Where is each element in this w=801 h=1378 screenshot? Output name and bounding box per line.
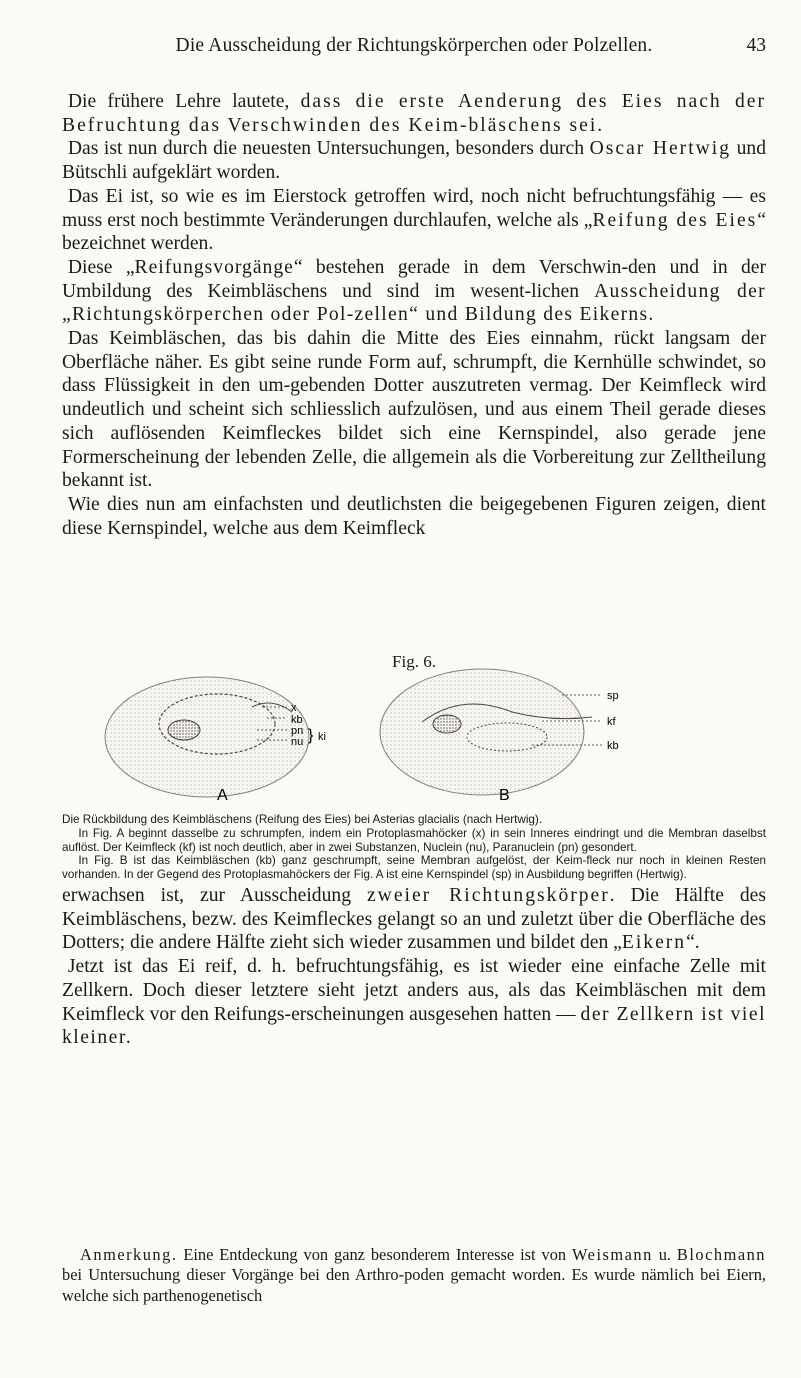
figure-6 [62, 652, 766, 802]
footnote-remark [62, 1245, 766, 1306]
text-span: “ bestehen gerade in dem Verschwin-den und in der Umbildung des Keimbläschens und sind im wesent-lichen [62, 256, 766, 302]
page-number: 43 [746, 35, 766, 56]
figure-illustration [62, 652, 766, 802]
label-nu: nu [291, 736, 304, 748]
egg-b-drawing [380, 669, 602, 795]
text-span: “. [686, 932, 700, 954]
caption-line: In Fig. A beginnt dasselbe zu schrumpfen, indem ein Protoplasmahöcker (x) in sein Inneres eindringt und die Membran daselbst auflöst. Der Keimfleck (kf) ist noch deutlich, aber in zwei Substanzen, Nuclein (nu), Paranuclein (pn) gesondert. [62, 826, 766, 854]
paragraph [62, 137, 766, 184]
text-span: . Die Hälfte des Keimbläschens, bezw. des Keimfleckes gelangt so an und zuletzt über die Oberfläche des Dotters; die andere Hälfte zieht sich wieder zusammen und bildet den „ [62, 885, 766, 954]
text-span: u. [652, 1245, 677, 1264]
label-ki: ki [318, 731, 326, 743]
body-text-upper [62, 90, 766, 540]
caption-line: Die Rückbildung des Keimbläschens (Reifung des Eies) bei Asterias glacialis (nach Hertwig). [62, 813, 543, 826]
spaced-emphasis: der Zellkern ist viel kleiner. [62, 1003, 767, 1049]
spaced-emphasis: Reifung des Eies [592, 209, 758, 231]
brace: } [308, 727, 314, 744]
page-header [62, 35, 766, 65]
paragraph [62, 185, 766, 256]
text-span: Die frühere Lehre lautete, [67, 91, 301, 112]
spaced-emphasis: Blochmann [676, 1245, 766, 1264]
text-span: Jetzt ist das Ei reif, d. h. befruchtungsfähig, es ist wieder eine einfache Zelle mit Zellkern. Doch dieser letztere sieht jetzt anders aus, als das Keimbläschen mit dem Keimfleck vor den Reifungs-erscheinungen ausgesehen hatten — [62, 956, 766, 1025]
spaced-emphasis: dass die erste Aenderung des Eies nach der Befruchtung das Verschwinden des Keim-bläschens sei. [62, 91, 766, 136]
figure-number: Fig. 6. [392, 652, 436, 671]
egg-a-drawing [105, 677, 309, 797]
text-span: Diese „ [67, 256, 135, 278]
text-span: Das ist nun durch die neuesten Untersuchungen, besonders durch [67, 138, 590, 160]
label-pn: pn [291, 725, 304, 737]
paragraph [62, 884, 766, 955]
spaced-emphasis: zweier Richtungskörper [366, 885, 610, 906]
spaced-emphasis: Weismann [572, 1245, 653, 1264]
spaced-emphasis: Oscar Hertwig [589, 138, 732, 160]
running-title: Die Ausscheidung der Richtungskörperchen oder Polzellen. [175, 35, 653, 56]
paragraph [62, 90, 766, 137]
label-kb-a: kb [291, 714, 303, 726]
text-span: Das Ei ist, so wie es im Eierstock getroffen wird, noch nicht befruchtungsfähig — es muss erst noch bestimmte Veränderungen durchlaufen, welche als „ [62, 185, 766, 231]
text-span: bei Untersuchung dieser Vorgänge bei den Arthro-poden gemacht worden. Es wurde nämlich bei Eiern, welche sich parthenogenetisch [62, 1265, 766, 1305]
paragraph: Wie dies nun am einfachsten und deutlichsten die beigegebenen Figuren zeigen, dient diese Kernspindel, welche aus dem Keimfleck [62, 493, 766, 539]
spaced-emphasis: Reifungsvorgänge [134, 256, 294, 278]
text-span: erwachsen ist, zur Ausscheidung [62, 885, 367, 906]
remark-paragraph [62, 1245, 766, 1306]
caption-line: In Fig. B ist das Keimbläschen (kb) ganz geschrumpft, seine Membran aufgelöst, der Keim-fleck nur noch in kleinen Resten vorhanden. In der Gegend des Protoplasmahöckers der Fig. A ist eine Kernspindel (sp) in Ausbildung begriffen (Hertwig). [62, 854, 766, 882]
paragraph: Das Keimbläschen, das bis dahin die Mitte des Eies einnahm, rückt langsam der Oberfläche näher. Es gibt seine runde Form auf, schrumpft, die Kernhülle schwindet, so dass Flüssigkeit in den um-gebenden Dotter auszutreten vermag. Der Keimfleck wird undeutlich und scheint sich schliesslich aufzulösen, und aus einem Theil gerade dieses sich auflösenden Keimfleckes bildet sich eine Kernspindel, also gerade jene Formerscheinung der lebenden Zelle, die allgemein als die Vorbereitung zur Zelltheilung bekannt ist. [62, 328, 766, 492]
text-span: “ bezeichnet werden. [62, 209, 766, 255]
figure-caption [62, 813, 766, 882]
body-text-lower [62, 884, 766, 1050]
label-sp: sp [607, 690, 619, 702]
label-kb-b: kb [607, 740, 619, 752]
remark-label: Anmerkung. [80, 1245, 178, 1264]
label-kf: kf [607, 716, 616, 728]
spaced-emphasis: Eikern [621, 932, 687, 954]
paragraph [62, 256, 766, 327]
text-span: Eine Entdeckung von ganz besonderem Interesse ist von [177, 1245, 573, 1264]
label-x: x [291, 702, 297, 714]
text-span: und Bütschli aufgeklärt worden. [62, 138, 766, 184]
spaced-emphasis: Ausscheidung der „Richtungskörperchen oder Pol-zellen“ und Bildung des Eikerns. [62, 280, 766, 326]
panel-label-a: A [217, 787, 228, 802]
paragraph [62, 955, 766, 1050]
panel-label-b: B [499, 787, 510, 802]
